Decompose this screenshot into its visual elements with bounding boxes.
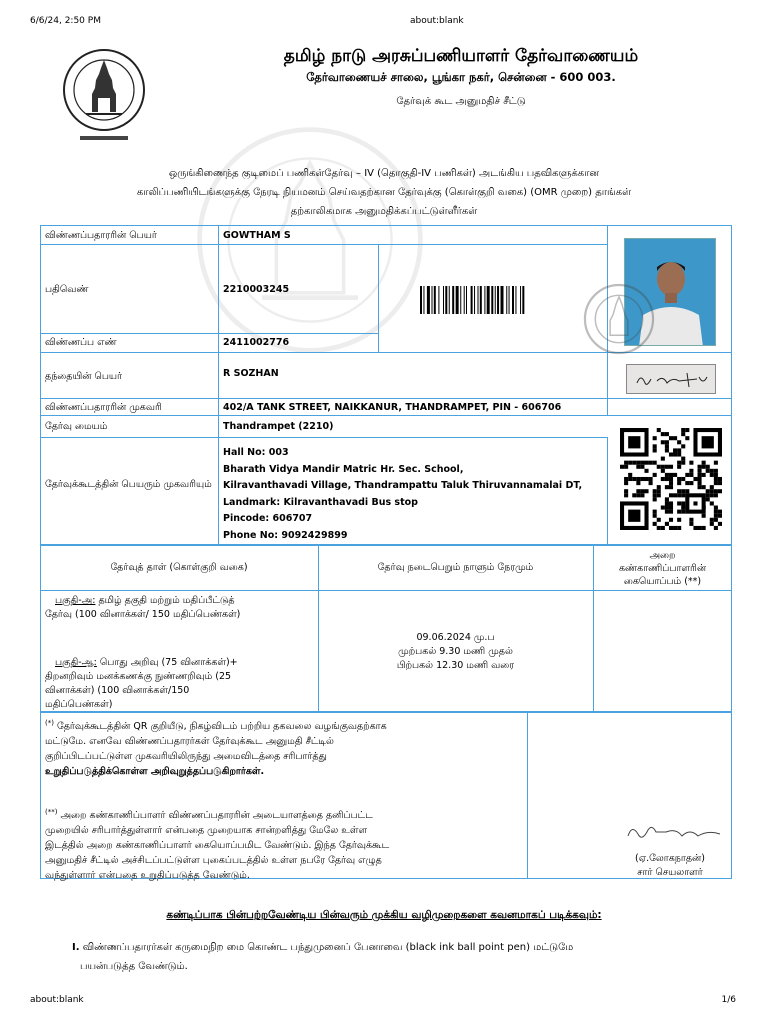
officer-title: சார் செயலாளர் <box>637 867 703 878</box>
venue-address <box>223 445 582 544</box>
venue-school: Bharath Vidya Mandir Matric Hr. Sec. School, <box>223 463 464 475</box>
header-sign-line: அறை <box>649 550 676 561</box>
officer-name: (ஏ.லோகநாதன்) <box>635 853 705 864</box>
note1-line: தேர்வுக்கூடத்தின் QR குறியீடு, நிகழ்விடம் பற்றிய தகவலை வழங்குவதற்காக <box>53 721 387 733</box>
row-divider <box>40 398 732 399</box>
print-footer <box>0 995 768 1009</box>
col-divider <box>527 712 528 879</box>
part-a-prefix: பகுதி-அ: <box>55 595 96 606</box>
col-divider <box>607 437 608 545</box>
father-label: தந்தையின் பெயர் <box>45 371 123 382</box>
print-datetime: 6/6/24, 2:50 PM <box>30 16 101 26</box>
exam-time-to: பிற்பகல் 12.30 மணி வரை <box>396 660 515 671</box>
header-sign-line: கையொப்பம் (**) <box>623 576 702 587</box>
commission-title: தமிழ் நாடு அரசுப்பணியாளர் தேர்வாணையம் <box>283 46 639 66</box>
note1-line: உறுதிப்படுத்திக்கொள்ள அறிவுறுத்தப்படுகிறார்கள். <box>45 766 265 778</box>
part-a-text: தமிழ் தகுதி மற்றும் மதிப்பீட்டுத் <box>95 595 235 606</box>
venue-hall: Hall No: 003 <box>223 447 289 458</box>
part-a-text-2: தேர்வு (100 வினாக்கள்/ 150 மதிப்பெண்கள்) <box>45 609 241 620</box>
header-sign-line: கண்காணிப்பாளரின் <box>618 563 707 574</box>
note1-line: குறிப்பிடப்பட்டுள்ள முகவரியிலிருந்து அமைவிடத்தை சரிபார்த்து <box>45 751 327 763</box>
exam-centre: Thandrampet (2210) <box>223 421 334 432</box>
row-divider <box>40 244 607 245</box>
note2-mark: (**) <box>45 808 58 816</box>
name-label: விண்ணப்பதாரரின் பெயர் <box>45 230 157 241</box>
candidate-signature <box>626 364 716 394</box>
guideline-text: பயன்படுத்த வேண்டும். <box>80 961 188 972</box>
row-divider <box>40 437 607 438</box>
header-datetime: தேர்வு நடைபெறும் நாளும் நேரமும் <box>377 562 534 573</box>
part-b-prefix: பகுதி-ஆ: <box>55 657 97 668</box>
venue-label: தேர்வுக்கூடத்தின் பெயரும் முகவரியும் <box>45 479 212 490</box>
row-divider <box>40 333 378 334</box>
guideline-number: I. <box>72 942 80 953</box>
header-sign <box>593 549 732 588</box>
print-page: 1/6 <box>721 995 736 1005</box>
col-divider <box>378 244 379 352</box>
guidelines-title: கண்டிப்பாக பின்பற்றவேண்டிய பின்வரும் முக்கிய வழிமுறைகளை கவனமாகப் படிக்கவும்: <box>166 909 602 921</box>
exam-date: 09.06.2024 மு.ப <box>416 632 495 643</box>
col-divider <box>218 225 219 545</box>
father-name: R SOZHAN <box>223 368 279 379</box>
venue-landmark: Landmark: Kilravanthavadi Bus stop <box>223 496 418 508</box>
barcode-icon <box>420 286 568 314</box>
intro-line: ஒருங்கிணைந்த குடிமைப் பணிகள்தேர்வு – IV (தொகுதி-IV பணிகள்) அடங்கிய பதவிகளுக்கான <box>168 168 600 179</box>
note-qr <box>45 716 523 779</box>
intro-line: தற்காலிகமாக அனுமதிக்கப்பட்டுள்ளீர்கள் <box>290 206 478 217</box>
row-divider <box>40 415 732 416</box>
qr-code-icon <box>620 428 722 530</box>
note-invigilator <box>45 805 523 883</box>
header-paper: தேர்வுத் தாள் (கொள்குறி வகை) <box>110 562 248 573</box>
candidate-name: GOWTHAM S <box>223 230 291 241</box>
print-url: about:blank <box>30 995 84 1005</box>
guideline-text: விண்ணப்பதாரர்கள் கருமைநிற மை கொண்ட பந்துமுனைப் பேனாவை (black ink ball point pen) மட்டுமே <box>79 942 574 953</box>
intro-text <box>60 164 708 221</box>
part-b-text-3: வினாக்கள்) (100 வினாக்கள்/150 <box>45 685 190 696</box>
paper-part-a <box>45 594 315 622</box>
application-number: 2411002776 <box>223 337 290 348</box>
paper-part-b <box>45 656 315 712</box>
seal-overlay-icon <box>582 282 656 356</box>
officer <box>610 852 730 880</box>
centre-label: தேர்வு மையம் <box>45 421 108 432</box>
exam-time-from: முற்பகல் 9.30 மணி முதல் <box>398 646 513 657</box>
note2-line: முறையில் சரிபார்த்துள்ளார் என்பதை முறையாக சான்றளித்து மேலே உள்ள <box>45 825 368 837</box>
address-label: விண்ணப்பதாரரின் முகவரி <box>45 402 162 413</box>
venue-village: Kilravanthavadi Village, Thandrampattu Taluk Thiruvannamalai DT, <box>223 480 583 491</box>
registration-number: 2210003245 <box>223 284 290 295</box>
part-b-text: பொது அறிவு (75 வினாக்கள்)+ <box>96 657 238 668</box>
note2-line: வந்துள்ளார் என்பதை உறுதிப்படுத்த வேண்டும். <box>45 870 250 882</box>
officer-signature <box>620 818 730 848</box>
guideline-item <box>72 938 726 976</box>
document-name: தேர்வுக் கூட அனுமதிச் சீட்டு <box>396 96 526 107</box>
venue-phone: Phone No: 9092429899 <box>223 529 348 541</box>
print-header <box>0 16 768 30</box>
regno-label: பதிவெண் <box>45 284 89 295</box>
note1-mark: (*) <box>45 719 54 727</box>
appno-label: விண்ணப்ப எண் <box>45 337 117 348</box>
candidate-address: 402/A TANK STREET, NAIKKANUR, THANDRAMPET, PIN - 606706 <box>223 402 562 413</box>
print-title: about:blank <box>410 16 464 26</box>
commission-address: தேர்வாணையச் சாலை, பூங்கா நகர், சென்னை - 600 003. <box>306 70 616 84</box>
row-divider <box>40 590 732 591</box>
note2-line: அனுமதிச் சீட்டில் அச்சிடப்பட்டுள்ள புகைப்படத்தில் உள்ள நபரே தேர்வு எழுத <box>45 855 382 867</box>
part-b-text-4: மதிப்பெண்கள்) <box>45 699 113 710</box>
letterhead <box>40 40 732 155</box>
note2-line: அறை கண்காணிப்பாளர் விண்ணப்பதாரரின் அடையாளத்தை தனிப்பட்ட <box>57 810 373 822</box>
exam-datetime <box>318 631 593 673</box>
note2-line: இடத்தில் அறை கண்காணிப்பாளர் கையொப்பமிட வேண்டும். இந்த தேர்வுக்கூட <box>45 840 390 852</box>
note1-line: மட்டுமே. எனவே விண்ணப்பதாரர்கள் தேர்வுக்கூட அனுமதி சீட்டில் <box>45 736 334 748</box>
venue-pincode: Pincode: 606707 <box>223 513 313 524</box>
part-b-text-2: திறனறிவும் மனக்கணக்கு நுண்ணறிவும் (25 <box>45 671 232 682</box>
intro-line: காலிப்பணியிடங்களுக்கு நேரடி நியமனம் செய்வதற்கான தேர்வுக்கு (கொள்குறி வகை) (OMR முறை) தாங்கள் <box>136 187 632 198</box>
